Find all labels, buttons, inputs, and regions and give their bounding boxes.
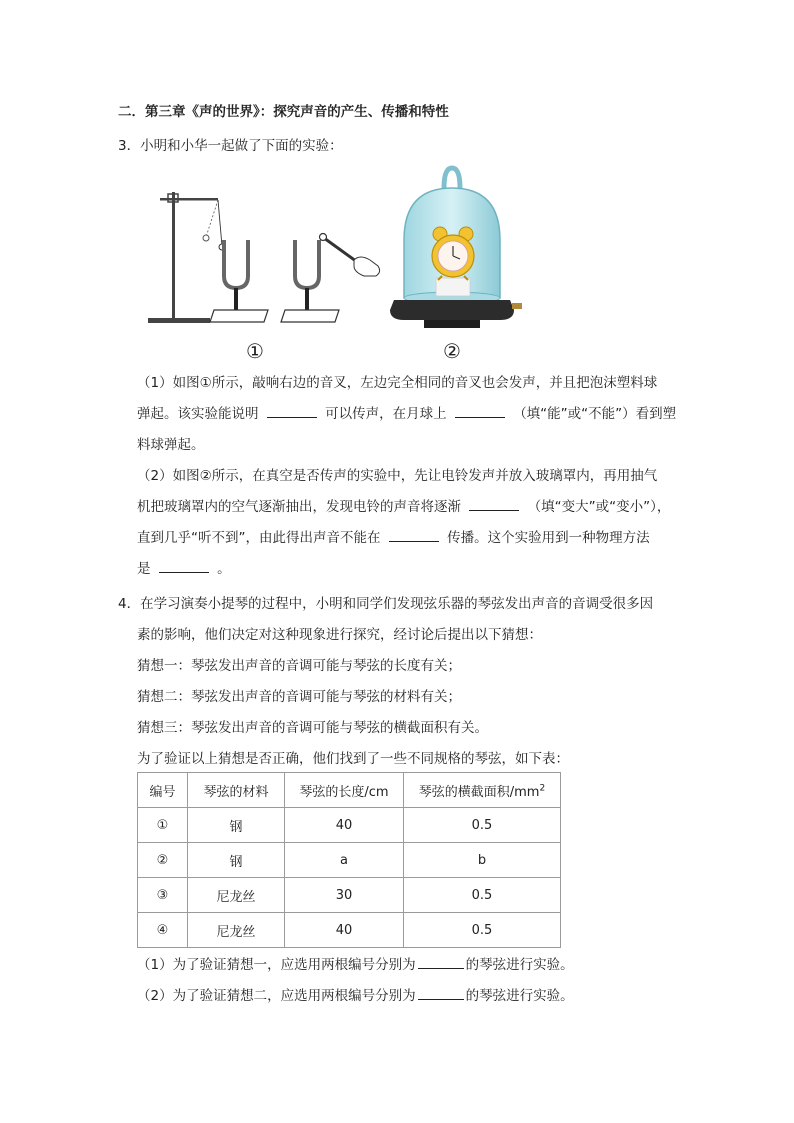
table-cell: 40 [285,913,404,948]
table-cell: a [285,843,404,878]
answer-blank-3[interactable] [469,498,519,511]
q3-part1-line3: 料球弹起。 [137,437,205,453]
q4-sub1-text: （1）为了验证猜想一，应选用两根编号分别为 [137,957,416,973]
table-cell: 0.5 [404,878,561,913]
question-4-stem-line2: 素的影响，他们决定对这种现象进行探究，经讨论后提出以下猜想： [137,627,542,643]
question-4-stem-line1: 4．在学习演奏小提琴的过程中，小明和同学们发现弦乐器的琴弦发出声音的音调受很多因 [118,596,654,612]
table-cell: ② [138,843,188,878]
q3-part1-text: （填“能”或“不能”）看到塑 [513,406,677,422]
string-spec-table [137,772,561,948]
answer-blank-2[interactable] [455,405,505,418]
table-header-cell [404,773,561,808]
pendulum-thread [218,200,222,246]
table-row [138,843,561,878]
guess-2: 猜想二：琴弦发出声音的音调可能与琴弦的材料有关； [137,689,461,705]
q3-part1-text: 可以传声，在月球上 [325,406,447,422]
table-header-cell: 琴弦的材料 [188,773,285,808]
tuning-fork-figure [140,180,400,365]
guess-3: 猜想三：琴弦发出声音的音调可能与琴弦的横截面积有关。 [137,720,488,736]
left-fork-stem [234,288,238,310]
table-cell: 40 [285,808,404,843]
table-cell: 钢 [188,808,285,843]
air-valve [512,303,522,309]
q3-part1-line1: （1）如图①所示，敲响右边的音叉，左边完全相同的音叉也会发声，并且把泡沫塑料球 [137,375,658,391]
q3-part2-text: 是 [137,561,151,577]
q3-part2-text: （填“变大”或“变小”）， [527,499,671,515]
left-fork-box [210,310,268,322]
guess-1: 猜想一：琴弦发出声音的音调可能与琴弦的长度有关； [137,658,461,674]
q4-sub1-text: 的琴弦进行实验。 [465,957,574,973]
q4-sub2-text: 的琴弦进行实验。 [465,988,574,1004]
clock-stand-block [436,278,470,296]
left-tuning-fork [224,240,248,288]
q4-sub1 [137,955,574,975]
q3-part2-text: 传播。这个实验用到一种物理方法 [447,530,650,546]
q3-part2-line4 [137,559,231,579]
figure-label-1: ① [246,339,264,363]
right-fork-stem [305,288,309,310]
table-cell: 0.5 [404,808,561,843]
table-header-cell: 琴弦的长度/cm [285,773,404,808]
right-tuning-fork [295,240,319,288]
base-foot [424,320,480,328]
answer-blank-7[interactable] [418,987,464,1000]
pendulum-thread-dashed [206,200,218,237]
table-cell: 尼龙丝 [188,878,285,913]
table-row [138,913,561,948]
answer-blank-1[interactable] [267,405,317,418]
hand-icon [354,257,380,276]
q3-part1-text: 弹起。该实验能说明 [137,406,259,422]
table-row [138,878,561,913]
q3-part2-text: 机把玻璃罩内的空气逐渐抽出，发现电铃的声音将逐渐 [137,499,461,515]
answer-blank-5[interactable] [159,560,209,573]
stand-rod [172,192,175,320]
right-fork-box [281,310,339,322]
question-3-stem: 3．小明和小华一起做了下面的实验： [118,138,343,154]
answer-blank-4[interactable] [389,529,439,542]
bell-jar-figure [390,160,530,365]
table-header-row [138,773,561,808]
table-cell: b [404,843,561,878]
table-header-cell: 编号 [138,773,188,808]
table-cell: ④ [138,913,188,948]
jar-knob [444,168,460,188]
section-title: 二．第三章《声的世界》：探究声音的产生、传播和特性 [118,104,449,120]
q4-sub2-text: （2）为了验证猜想二，应选用两根编号分别为 [137,988,416,1004]
q3-part2-text: 直到几乎“听不到”，由此得出声音不能在 [137,530,381,546]
table-intro: 为了验证以上猜想是否正确，他们找到了一些不同规格的琴弦，如下表： [137,751,569,767]
table-header-text: 琴弦的横截面积/mm [418,784,540,800]
table-cell: 钢 [188,843,285,878]
vacuum-base-plate [390,300,514,320]
figure-label-2: ② [443,339,461,363]
q3-part2-line1: （2）如图②所示，在真空是否传声的实验中，先让电铃发声并放入玻璃罩内，再用抽气 [137,468,658,484]
q3-part2-text: 。 [217,561,231,577]
table-cell: 0.5 [404,913,561,948]
q3-part2-line3 [137,528,650,548]
mallet-head [320,234,327,241]
q4-sub2 [137,986,574,1006]
table-cell: 30 [285,878,404,913]
stand-base [148,318,210,323]
q3-part1-line2 [137,404,676,424]
table-header-superscript: 2 [539,783,546,794]
table-row [138,808,561,843]
answer-blank-6[interactable] [418,956,464,969]
q3-part2-line2 [137,497,670,517]
table-cell: 尼龙丝 [188,913,285,948]
foam-ball-swung [203,235,209,241]
table-cell: ③ [138,878,188,913]
table-cell: ① [138,808,188,843]
